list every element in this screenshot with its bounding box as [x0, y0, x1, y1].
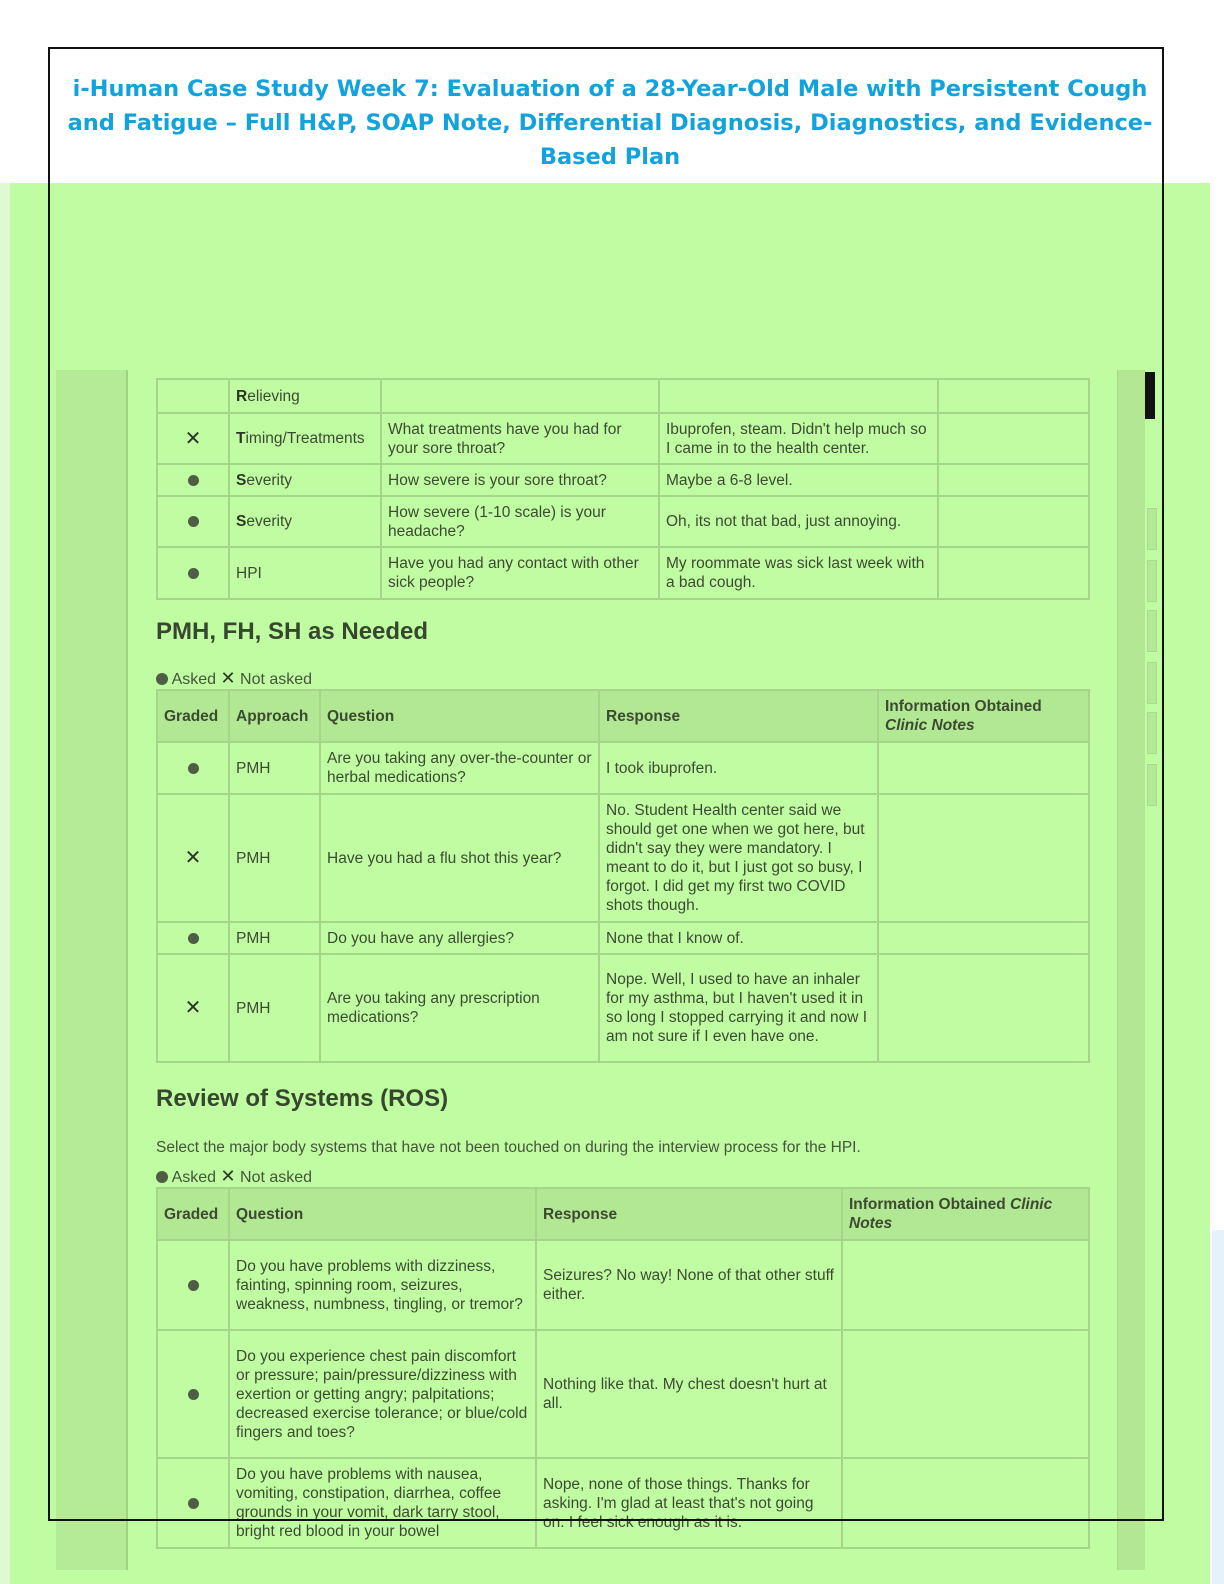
approach-cell: Timing/Treatments	[229, 413, 381, 464]
table-row	[157, 464, 1089, 496]
column-header-approach: Approach	[229, 690, 320, 742]
notes-cell	[938, 464, 1089, 496]
table-header-row	[157, 690, 1089, 742]
graded-cell	[157, 464, 229, 496]
column-header-info: Information Obtained Clinic Notes	[878, 690, 1089, 742]
graded-cell	[157, 1458, 229, 1548]
response-cell: I took ibuprofen.	[599, 742, 878, 794]
column-header-graded: Graded	[157, 1188, 229, 1240]
graded-cell	[157, 379, 229, 413]
column-header-question: Question	[320, 690, 599, 742]
filled-dot-icon	[188, 516, 199, 527]
question-cell: Are you taking any over-the-counter or herbal medications?	[320, 742, 599, 794]
column-header-response: Response	[599, 690, 878, 742]
column-header-response: Response	[536, 1188, 842, 1240]
scrollbar-thumb[interactable]	[1145, 372, 1155, 419]
response-cell	[659, 379, 938, 413]
notes-cell	[938, 496, 1089, 547]
pmh-table	[156, 689, 1090, 1063]
x-mark-icon: ✕	[184, 995, 202, 1019]
x-mark-icon: ✕	[220, 668, 236, 689]
approach-cell: Relieving	[229, 379, 381, 413]
filled-dot-icon	[188, 763, 199, 774]
question-cell: How severe (1-10 scale) is your headache?	[381, 496, 659, 547]
notes-cell	[938, 547, 1089, 599]
table-row	[157, 1458, 1089, 1548]
filled-dot-icon	[188, 1498, 199, 1509]
response-cell: Nope, none of those things. Thanks for asking. I'm glad at least that's not going on. I feel sick enough as it is.	[536, 1458, 842, 1548]
response-cell: Oh, its not that bad, just annoying.	[659, 496, 938, 547]
column-header-question: Question	[229, 1188, 536, 1240]
table-row	[157, 413, 1089, 464]
table-row	[157, 547, 1089, 599]
response-cell: Maybe a 6-8 level.	[659, 464, 938, 496]
response-cell: None that I know of.	[599, 922, 878, 954]
ros-instruction: Select the major body systems that have not been touched on during the interview process for the HPI.	[156, 1139, 861, 1156]
graded-cell	[157, 954, 229, 1062]
response-cell: No. Student Health center said we should get one when we got here, but didn't say they were mandatory. I meant to do it, but I just got so busy, I forgot. I did get my first two COVID shots though.	[599, 794, 878, 922]
decorative-shape	[1212, 1230, 1224, 1584]
approach-cell: PMH	[229, 922, 320, 954]
question-cell: Do you have problems with dizziness, fainting, spinning room, seizures, weakness, numbness, tingling, or tremor?	[229, 1240, 536, 1330]
table-row	[157, 954, 1089, 1062]
legend: Asked ✕ Not asked	[156, 668, 312, 689]
notes-cell	[842, 1458, 1089, 1548]
ros-table	[156, 1187, 1090, 1549]
approach-cell: PMH	[229, 954, 320, 1062]
question-cell: Have you had any contact with other sick people?	[381, 547, 659, 599]
column-header-info: Information Obtained Clinic Notes	[842, 1188, 1089, 1240]
graded-cell	[157, 1330, 229, 1458]
approach-cell: Severity	[229, 464, 381, 496]
table-row	[157, 794, 1089, 922]
approach-cell: PMH	[229, 742, 320, 794]
graded-cell	[157, 742, 229, 794]
filled-dot-icon	[188, 568, 199, 579]
question-cell: Do you experience chest pain discomfort or pressure; pain/pressure/dizziness with exertion or getting angry; palpitations; decreased exercise tolerance; or blue/cold fingers and toes?	[229, 1330, 536, 1458]
table-header-row	[157, 1188, 1089, 1240]
question-cell: Do you have problems with nausea, vomiting, constipation, diarrhea, coffee grounds in your vomit, dark tarry stool, bright red blood in your bowel	[229, 1458, 536, 1548]
filled-dot-icon	[188, 475, 199, 486]
filled-dot-icon	[188, 1389, 199, 1400]
table-row	[157, 922, 1089, 954]
filled-dot-icon	[188, 1280, 199, 1291]
approach-cell: PMH	[229, 794, 320, 922]
notes-cell	[842, 1330, 1089, 1458]
question-cell: Have you had a flu shot this year?	[320, 794, 599, 922]
section-heading-pmh: PMH, FH, SH as Needed	[156, 618, 429, 645]
response-cell: Seizures? No way! None of that other stuff either.	[536, 1240, 842, 1330]
graded-cell	[157, 922, 229, 954]
response-cell: My roommate was sick last week with a bad cough.	[659, 547, 938, 599]
approach-cell: Severity	[229, 496, 381, 547]
scrollbar-track[interactable]	[1117, 370, 1145, 1570]
hpi-table	[156, 378, 1090, 600]
filled-dot-icon	[156, 673, 168, 685]
sidebar-divider	[126, 370, 128, 1570]
graded-cell	[157, 496, 229, 547]
response-cell: Ibuprofen, steam. Didn't help much so I came in to the health center.	[659, 413, 938, 464]
x-mark-icon: ✕	[184, 425, 202, 450]
notes-cell	[878, 922, 1089, 954]
x-mark-icon: ✕	[220, 1166, 236, 1187]
notes-cell	[878, 954, 1089, 1062]
table-row	[157, 496, 1089, 547]
notes-cell	[878, 794, 1089, 922]
question-cell: Do you have any allergies?	[320, 922, 599, 954]
question-cell	[381, 379, 659, 413]
notes-cell	[938, 379, 1089, 413]
document-title: i-Human Case Study Week 7: Evaluation of a 28-Year-Old Male with Persistent Cough and Fatigue – Full H&P, SOAP Note, Differential Diagnosis, Diagnostics, and Evidence-Based Plan	[67, 76, 1153, 170]
notes-cell	[878, 742, 1089, 794]
column-header-graded: Graded	[157, 690, 229, 742]
table-row	[157, 1240, 1089, 1330]
left-sidebar-strip	[56, 370, 128, 1570]
graded-cell	[157, 1240, 229, 1330]
response-cell: Nothing like that. My chest doesn't hurt at all.	[536, 1330, 842, 1458]
table-row	[157, 1330, 1089, 1458]
table-row	[157, 379, 1089, 413]
graded-cell	[157, 547, 229, 599]
filled-dot-icon	[156, 1171, 168, 1183]
legend: Asked ✕ Not asked	[156, 1166, 312, 1187]
table-row	[157, 742, 1089, 794]
approach-cell: HPI	[229, 547, 381, 599]
x-mark-icon: ✕	[184, 845, 202, 869]
filled-dot-icon	[188, 933, 199, 944]
notes-cell	[842, 1240, 1089, 1330]
notes-cell	[938, 413, 1089, 464]
section-heading-ros: Review of Systems (ROS)	[156, 1085, 449, 1112]
response-cell: Nope. Well, I used to have an inhaler for my asthma, but I haven't used it in so long I stopped carrying it and now I am not sure if I even have one.	[599, 954, 878, 1062]
question-cell: What treatments have you had for your sore throat?	[381, 413, 659, 464]
question-cell: Are you taking any prescription medications?	[320, 954, 599, 1062]
graded-cell	[157, 794, 229, 922]
question-cell: How severe is your sore throat?	[381, 464, 659, 496]
graded-cell	[157, 413, 229, 464]
